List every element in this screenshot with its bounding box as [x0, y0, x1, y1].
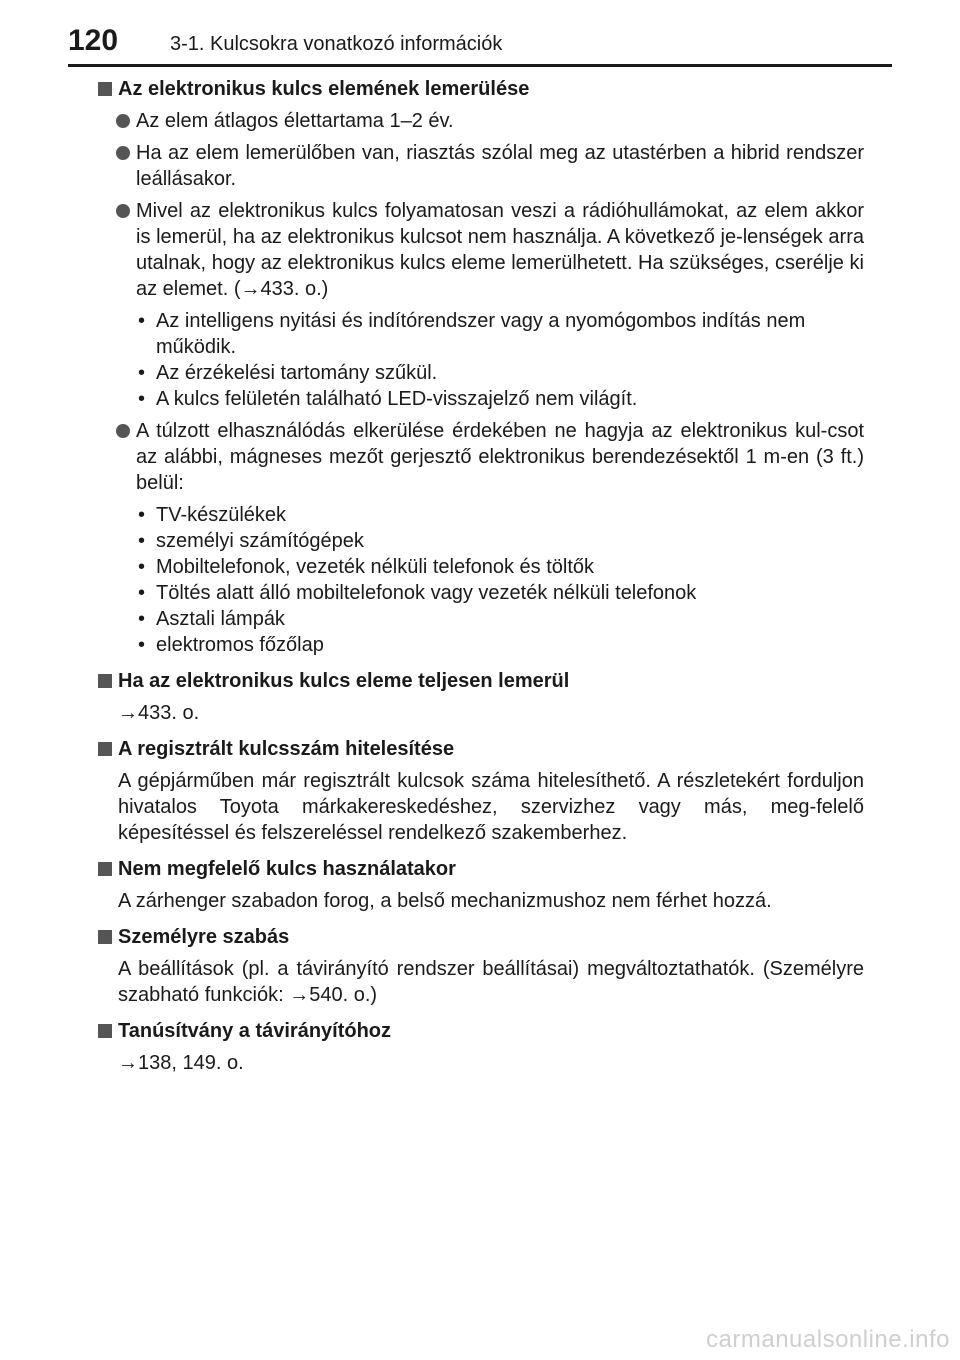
sub-item: • személyi számítógépek: [138, 530, 364, 552]
small-bullet-icon: •: [138, 608, 146, 630]
small-bullet-icon: •: [138, 388, 146, 410]
sub-list: [98, 502, 864, 658]
watermark: carmanualsonline.info: [706, 1326, 950, 1353]
section-paragraph: A beállítások (pl. a távirányító rendszer beállításai) megváltoztathatók. (Személyre szabható funkciók: →540. o.): [118, 958, 864, 1006]
section-heading: [98, 924, 864, 950]
section-heading: [98, 1018, 864, 1044]
item-text: A túlzott elhasználódás elkerülése érdekében ne hagyja az elektronikus kul-csot az alábbi, mágneses mezőt gerjesztő elektronikus berendezésektől 1 m-en (3 ft.) belül:: [136, 420, 864, 494]
section-title: Az elektronikus kulcs elemének lemerülése: [118, 78, 530, 100]
sub-item: • Az intelligens nyitási és indítórendszer vagy a nyomógombos indítás nem működik.: [138, 310, 806, 358]
page-content: [98, 76, 864, 1076]
section-heading: [98, 668, 864, 694]
section-paragraph: →433. o.: [118, 702, 200, 724]
round-bullet-icon: [116, 424, 130, 438]
section-title: Ha az elektronikus kulcs eleme teljesen lemerül: [118, 670, 570, 692]
section-paragraph: A gépjárműben már regisztrált kulcsok száma hitelesíthető. A részletekért forduljon hivatalos Toyota márkakereskedéshez, szervizhez vagy más, meg-felelő képesítéssel és felszereléssel rendelkező szakemberhez.: [118, 770, 864, 844]
small-bullet-icon: •: [138, 556, 146, 578]
small-bullet-icon: •: [138, 362, 146, 384]
item-text: Ha az elem lemerülőben van, riasztás szólal meg az utastérben a hibrid rendszer leállásakor.: [136, 142, 864, 190]
small-bullet-icon: •: [138, 310, 146, 332]
square-bullet-icon: [98, 1024, 112, 1038]
sub-item: • A kulcs felületén található LED-visszajelző nem világít.: [138, 388, 638, 410]
square-bullet-icon: [98, 930, 112, 944]
item-text: Az elem átlagos élettartama 1–2 év.: [136, 110, 454, 132]
sub-item: • Asztali lámpák: [138, 608, 285, 630]
list-item: [98, 140, 864, 192]
square-bullet-icon: [98, 742, 112, 756]
sub-item: • Az érzékelési tartomány szűkül.: [138, 362, 438, 384]
round-bullet-icon: [116, 114, 130, 128]
section-title: Személyre szabás: [118, 926, 290, 948]
square-bullet-icon: [98, 674, 112, 688]
square-bullet-icon: [98, 82, 112, 96]
sub-item: • Töltés alatt álló mobiltelefonok vagy vezeték nélküli telefonok: [138, 582, 697, 604]
round-bullet-icon: [116, 204, 130, 218]
section-heading: [98, 76, 864, 102]
section-heading: [98, 736, 864, 762]
section-paragraph: →138, 149. o.: [118, 1052, 244, 1074]
list-item: [98, 418, 864, 496]
sub-item: • Mobiltelefonok, vezeték nélküli telefonok és töltők: [138, 556, 595, 578]
small-bullet-icon: •: [138, 582, 146, 604]
sub-list: [98, 308, 864, 412]
page-number: 120: [68, 24, 119, 57]
list-item: [98, 108, 864, 134]
section-heading: [98, 856, 864, 882]
round-bullet-icon: [116, 146, 130, 160]
sub-item: • elektromos főzőlap: [138, 634, 324, 656]
section-title: Tanúsítvány a távirányítóhoz: [118, 1020, 392, 1042]
square-bullet-icon: [98, 862, 112, 876]
header-divider: [68, 64, 892, 67]
section-paragraph: A zárhenger szabadon forog, a belső mechanizmushoz nem férhet hozzá.: [118, 890, 772, 912]
small-bullet-icon: •: [138, 530, 146, 552]
small-bullet-icon: •: [138, 634, 146, 656]
sub-item: • TV-készülékek: [138, 504, 287, 526]
list-item: [98, 198, 864, 302]
chapter-title: 3-1. Kulcsokra vonatkozó információk: [170, 33, 503, 55]
item-text: Mivel az elektronikus kulcs folyamatosan veszi a rádióhullámokat, az elem akkor is lemerül, ha az elektronikus kulcsot nem használja. A következő je-lenségek arra utalnak, hogy az elektronikus kulcs eleme lemerülhetett. Ha szükséges, cserélje ki az elemet. (→433. o.): [136, 200, 864, 300]
section-title: Nem megfelelő kulcs használatakor: [118, 858, 456, 880]
page-header: [68, 24, 892, 64]
small-bullet-icon: •: [138, 504, 146, 526]
section-title: A regisztrált kulcsszám hitelesítése: [118, 738, 455, 760]
